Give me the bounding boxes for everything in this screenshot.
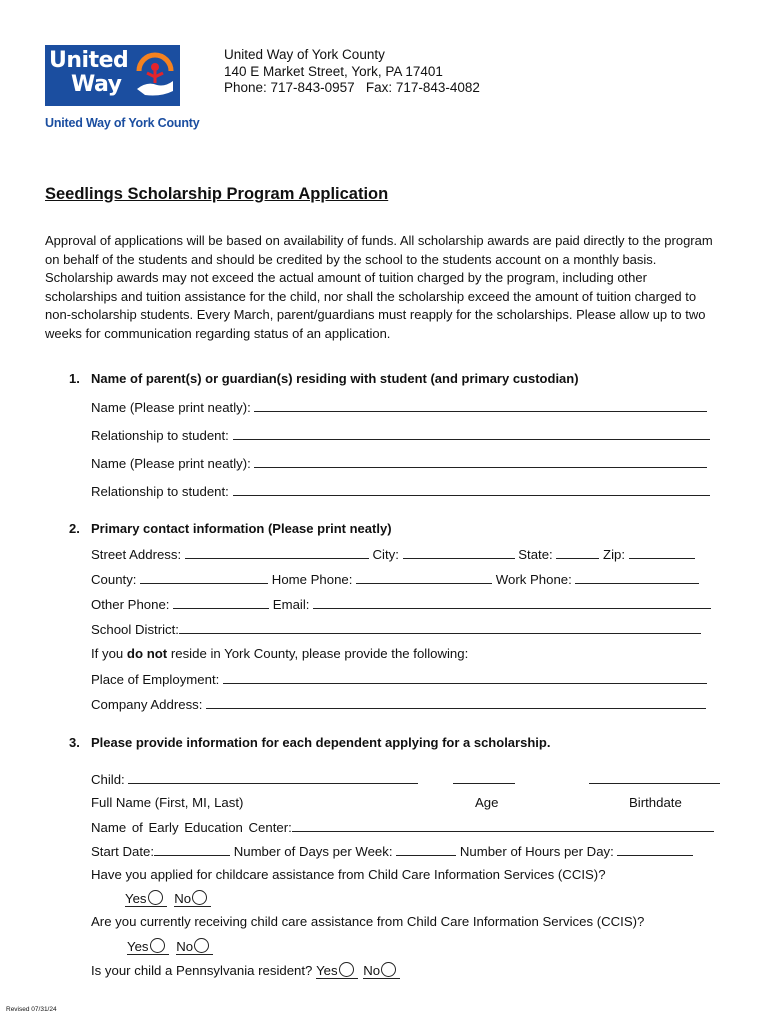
ccis-applied-yes-label: Yes	[125, 891, 147, 906]
section-2-title: Primary contact information (Please print neatly)	[91, 521, 392, 536]
city-field[interactable]	[403, 546, 515, 559]
non-york-note-pre: If you	[91, 646, 127, 661]
ccis-applied-no-radio[interactable]	[192, 890, 207, 905]
united-way-logo	[45, 45, 180, 106]
phones-row	[91, 571, 699, 587]
logo-line-1: United	[49, 48, 129, 73]
school-district-label: School District:	[91, 622, 179, 637]
home-phone-label: Home Phone:	[271, 572, 353, 587]
parent-1-name-row	[91, 399, 707, 415]
pa-resident-no-label: No	[363, 963, 381, 978]
helping-hand-icon	[133, 51, 177, 101]
ccis-receiving-options	[127, 938, 213, 955]
section-2-number: 2.	[69, 521, 80, 536]
ccis-receiving-yes-label: Yes	[127, 939, 149, 954]
street-field[interactable]	[185, 546, 369, 559]
child-label-row	[91, 771, 418, 787]
pa-resident-question: Is your child a Pennsylvania resident?	[91, 963, 313, 978]
zip-label: Zip:	[603, 547, 626, 562]
email-label: Email:	[272, 597, 310, 612]
parent-1-relationship-label: Relationship to student:	[91, 428, 229, 443]
parent-2-relationship-field[interactable]	[233, 483, 710, 496]
email-field[interactable]	[313, 596, 711, 609]
logo-line-2: Way	[71, 72, 122, 97]
parent-2-name-label: Name (Please print neatly):	[91, 456, 251, 471]
city-label: City:	[372, 547, 399, 562]
ccis-applied-options	[125, 890, 211, 907]
school-district-row	[91, 621, 701, 637]
section-1-number: 1.	[69, 371, 80, 386]
start-date-label: Start Date:	[91, 844, 155, 859]
other-phone-label: Other Phone:	[91, 597, 170, 612]
pa-resident-row	[91, 962, 400, 979]
ccis-receiving-no-label: No	[176, 939, 194, 954]
employment-row	[91, 671, 707, 687]
schedule-row	[91, 843, 693, 859]
org-address-block	[224, 47, 480, 97]
days-per-week-label: Number of Days per Week:	[233, 844, 393, 859]
hours-per-day-label: Number of Hours per Day:	[459, 844, 614, 859]
parent-2-relationship-label: Relationship to student:	[91, 484, 229, 499]
address-row	[91, 546, 695, 562]
ccis-receiving-question: Are you currently receiving child care assistance from Child Care Information Services (CCIS)?	[91, 914, 645, 929]
parent-2-relationship-row	[91, 483, 710, 499]
intro-paragraph: Approval of applications will be based on availability of funds. All scholarship awards are paid directly to the program on behalf of the students and should be credited by the school to the students account on a monthly basis. Scholarship awards may not exceed the actual amount of tuition charged by the program, including other scholarships and tuition assistance for the child, nor shall the scholarship exceed the amount of tuition charged to non-scholarship students. Every March, parent/guardians must reapply for the scholarships. Please allow up to two weeks for communication regarding status of an application.	[45, 233, 713, 341]
pa-resident-yes-label: Yes	[316, 963, 338, 978]
child-label: Child:	[91, 772, 125, 787]
section-3-title: Please provide information for each dependent applying for a scholarship.	[91, 735, 551, 750]
street-label: Street Address:	[91, 547, 182, 562]
child-age-field[interactable]	[453, 771, 515, 784]
parent-1-name-field[interactable]	[254, 399, 707, 412]
parent-2-name-row	[91, 455, 707, 471]
org-name: United Way of York County	[224, 47, 385, 62]
full-name-caption: Full Name (First, MI, Last)	[91, 795, 244, 810]
child-name-field[interactable]	[128, 771, 418, 784]
non-york-note	[91, 646, 468, 661]
work-phone-label: Work Phone:	[495, 572, 572, 587]
hours-per-day-field[interactable]	[617, 843, 693, 856]
section-1-title: Name of parent(s) or guardian(s) residing with student (and primary custodian)	[91, 371, 579, 386]
employment-field[interactable]	[223, 671, 707, 684]
pa-resident-yes-radio[interactable]	[339, 962, 354, 977]
non-york-note-bold: do not	[126, 646, 168, 661]
section-3-number: 3.	[69, 735, 80, 750]
other-contact-row	[91, 596, 711, 612]
ccis-applied-yes-radio[interactable]	[148, 890, 163, 905]
company-address-label: Company Address:	[91, 697, 203, 712]
org-phones: Phone: 717-843-0957 Fax: 717-843-4082	[224, 80, 480, 95]
ccis-receiving-yes-radio[interactable]	[150, 938, 165, 953]
parent-1-name-label: Name (Please print neatly):	[91, 400, 251, 415]
parent-1-relationship-field[interactable]	[233, 427, 710, 440]
page-title: Seedlings Scholarship Program Application	[45, 185, 389, 203]
employment-label: Place of Employment:	[91, 672, 220, 687]
start-date-field[interactable]	[154, 843, 230, 856]
company-address-row	[91, 696, 706, 712]
days-per-week-field[interactable]	[396, 843, 456, 856]
home-phone-field[interactable]	[356, 571, 492, 584]
pa-resident-no-radio[interactable]	[381, 962, 396, 977]
section-2-heading	[69, 521, 392, 536]
center-field[interactable]	[292, 819, 714, 832]
parent-1-relationship-row	[91, 427, 710, 443]
logo-caption: United Way of York County	[45, 116, 200, 130]
section-1-heading	[69, 371, 579, 386]
state-label: State:	[518, 547, 553, 562]
section-3-heading	[69, 735, 551, 750]
org-street: 140 E Market Street, York, PA 17401	[224, 63, 443, 79]
work-phone-field[interactable]	[575, 571, 699, 584]
age-caption: Age	[475, 795, 499, 810]
company-address-field[interactable]	[206, 696, 706, 709]
county-field[interactable]	[140, 571, 268, 584]
non-york-note-post: reside in York County, please provide the following:	[167, 646, 469, 661]
school-district-field[interactable]	[179, 621, 701, 634]
state-field[interactable]	[556, 546, 599, 559]
ccis-receiving-no-radio[interactable]	[194, 938, 209, 953]
county-label: County:	[91, 572, 137, 587]
birthdate-caption: Birthdate	[629, 795, 682, 810]
center-label: Name of Early Education Center:	[91, 820, 292, 835]
child-birthdate-field[interactable]	[589, 771, 720, 784]
parent-2-name-field[interactable]	[254, 455, 707, 468]
revised-date: Revised 07/31/24	[6, 1006, 57, 1013]
center-row	[91, 819, 714, 835]
ccis-applied-no-label: No	[174, 891, 192, 906]
zip-field[interactable]	[629, 546, 695, 559]
other-phone-field[interactable]	[173, 596, 269, 609]
ccis-applied-question: Have you applied for childcare assistance from Child Care Information Services (CCIS)?	[91, 867, 606, 882]
